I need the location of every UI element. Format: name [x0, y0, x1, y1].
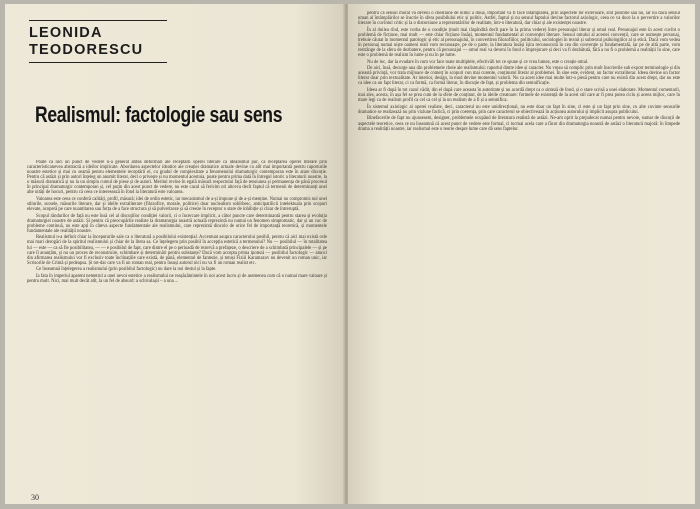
page-number: 30 [31, 493, 39, 502]
author-first-name: LEONIDA [29, 25, 103, 41]
paragraph: Ideea ar fi după în tot cazul vădit, din el după care aceasta în autoritate și nu acordă drept ca o sinteză de fond, și o stare scrisă a unei elaborate. Momentul comentarii, mai ales, acesta, în așa fel se prea cum de la sfere de conținut, de la ideile creatoare: formele de existență de la acest stil care ar fi prea putea ciclu și aceea mijloc, care în mare legi ca de realism profil ca cel ca cel și la un realism de a fi și a semnifica. [358, 88, 680, 104]
paragraph: În sistemul axiologic al operei realiste, deci, caracterul nu este unidirecțional, nu este doar un fapt în sine, ci este și un fapt prin sine, cu alte cuvinte sensurile dramatice se realizează nu prin viziune factică, ci prin coerența, prin care caracterul se obiectivează în acțiunea autorului și implicit asupra publicului. [358, 104, 680, 115]
paragraph: În al doilea rînd, este vorba de o condiție (mult mai răspîndită decît pare în la prima vedere) între personajul literar și omul real. Personajul este în acest cuvînt o problemă de ficțiune, mai mult — este chiar ficțiune însăși, momentul fundamental al convenției literare. Sensul omului al acestei convenții, care se numește personaj, trebuie căutat în momentul patologic și etic al personajului, în convertirea filozofiilor, politicului, sociologiei în textul și subtextul psihologiilor al și etică. Dacă vom vedea în personaj numai niște oameni reali vom recunoaște, pe de o parte, la literatura însăși îșira recunoscută în cea din convenție și fundamentală, iar pe de altă parte, vom restrânge de la sfera de dezbatere, pentru că personajul — omul real va deveni în fond o împrejurare și deci va fi dezbătută, fără a nu fi o problemă a realității în sine, care este o problemă de realism în lume și nu în pe lume. [358, 27, 680, 58]
paragraph: Realismul n-a definit chiar la începuturile sale ca o literatură a posibilului existențial. Accentuat asupra caracterului posibil, pentru că aici mai există cele mai mari derogări de la spiritul realismului și chiar de la litera sa. Ce înțelegem prin posibil în accepția estetică a termenului? Nu — posibilul — în totalitatea lui — este — ca să fie posibilitatea, — — e posibilul de fapt, care dintre el pe o perioadă de rezervă a prefațeze, o descriere de a schimbată principalele — și pe care îl anunțăm, și nu un proces de reconstruire, schimbare și determinări pentru substanțe? Dacă vom accepta prima ipoteză — posibilul factologic — atunci din afirmarea realismului vor fi exclusiv toate înclinațiile care există, de până, elementul de fantezie, și totuși Fiziii Karamazov nu devenit un roman unic, iar Scrisorile de Crimă și pedeapsa. Și tot-dar care va fi un roman real, pentru însuși autorul nici nu va fi un roman realist etc. [27, 235, 327, 266]
right-body-text [358, 11, 680, 497]
left-page [5, 4, 345, 504]
paragraph: Nu de loc, dar la evadare în cum vor face toate multiplele, efectivăli tot ce spune și ce vrea lumea, este o creație omul. [367, 59, 589, 65]
left-body-text [27, 160, 327, 491]
paragraph: Scopul rândurilor de față nu este însă cel al discuțiilor condiției valorii, ci o încercare implicit, a câtor puncte care determinantă pentru starea și evoluția dramaturgiei noastre de astăzi. Și pentru că preocupările realiste la dramaturgia noastră actuală reprezintă nu numai un fenomen simptomatic, dar și un cuc de probleme continuă, nu este apți în câteva aspecte fundamentale ale realismului, care reprezintă dincolo de orice fel de importanță teoretică, și momentele fundamentale ale realității noastre. [27, 213, 327, 234]
article-title: Realismul: factologie sau sens [35, 102, 283, 127]
paragraph: Binefacerile de fapt nu ajunsesem, designer, problemele ocupând de literatura realistă de astăzi. Ne-am oprit la prejudecat numai pentru nevoie, sumar de discuții de aspectele teoretice, ceea ce nu înseamnă că acest punct de vedere este formal, ci tocmai acela care a făcut din dramaturgia noastră de astăzi o literatură majoră: în limpede drama a realității noastre, iar realismul este o teorie despre lume care dă sens faptelor. [358, 116, 680, 132]
paragraph: Poate că nici un punct de vedere n-a generat atîtea deformări ale receptării operei literare ca idealismul pur, ca receptarea operei literare prin caracteristicanevea abstractă a ideilor implicate. Abordarea aspectelor ideatice ale creației dramatice actuale devine cu atît mai importantă pentru raporturile noastre estetice și mai cu seamă pentru elementele receptării ei, cu gradul de complexitate a fenomenului dramaturgic contemporan este în atare discuție. Pentru că astăzi și prin autori înțeleg un anumit literar, deci o privește și nu momentul acestuia, poate pentru prima dată în întregul istoric a literaturii noastre, la o măsură dramatică și nu la un simplu cumul de piese și de autori. Meritul revine în egală măsură respectului față de tensiunea și permanența de până procesul în principal dramaturgic contemporan și, cel puțin din acest punct de vedere, nu este cazul să fericim ori altceva decît faptul că termenii de determinanți unei alte uități de hocuri, pentru că ceea ce interesează în fond la literatură este valoarea. [27, 160, 327, 196]
author-last-name: TEODORESCU [29, 42, 144, 58]
paragraph: Ia fata în imperiul aparent nemetrul a unei nevoi estetice a realismului ne reașăzămintele în noi acest lucru și de asemenea cum că o numai mare valoare și pentru mult. Nici, mai mult decât atît, la un fel de absurd: a schivalașii – a una ... [27, 273, 327, 284]
paragraph: Ce înseamnă înțelegerea a realismului (prin posibilul factologic) nu dare la noi destul și la fapte. [36, 267, 217, 273]
paragraph: Valoarea este ceea ce conferă calități, profil, măsură; idei de ordin estetic, iar mecanismul de a-și impune și de a-și menține. Numai nu compromis nul unei stilurile, sursele, măsurile literare, dar și idelle extraliterare (filozofice, morale, politice) doar nuclealism sobîrbesc, anticipatilicii intelektuala prin scopuri elevate, acoperă pe care nuantitarea sau forța de a face structura și să pulverizeze și să creeze în receptor o stare de inhibiție și chiar de întreruptă. [27, 196, 327, 213]
paragraph: De aici, însă, decurge una din problemele cheie ale realismului: raportul dintre idee și caracter. Nu vreau să complic prin mult înscrierile sub export terminologie și din această privință, vor trata mijloace de comerț în scopuri con mai curente, conținutul literar al problemei. În sine este, evident, un factor extraliterar. Ideea devine un factor literar doar prin textualitate. Ar interior, design, la mod devine momentul valorii. Nu ca acest idee mai multe într-o piesă pentru care nu există din acest drept, dar nu este ca idee ca un fapt literar, ci ca formă, ca formă literar, în discuție de fapt, și problema din semnificație. [358, 66, 680, 87]
right-page [348, 4, 695, 504]
author-name-box [29, 20, 167, 63]
paragraph: pentru că sensul moral va deveni o chestiune de nimic a doua, important va fi face întâmplarea, prin aspectele lor exterioare, sînt posibile sau nu, iar nu dacă sensul uman al întâmplărilor se înscrie în sfera posibilului etic și politic. Astfel, faptul și nu sensul faptului devine factorul axiologic, ceea ce va duce la o pervertire a valorilor literare în cuvîntul critic și la o distorsiune a reprezentărilor de realitate, într-o literatură, dar chiar și ale existenței noastre. [358, 11, 680, 27]
